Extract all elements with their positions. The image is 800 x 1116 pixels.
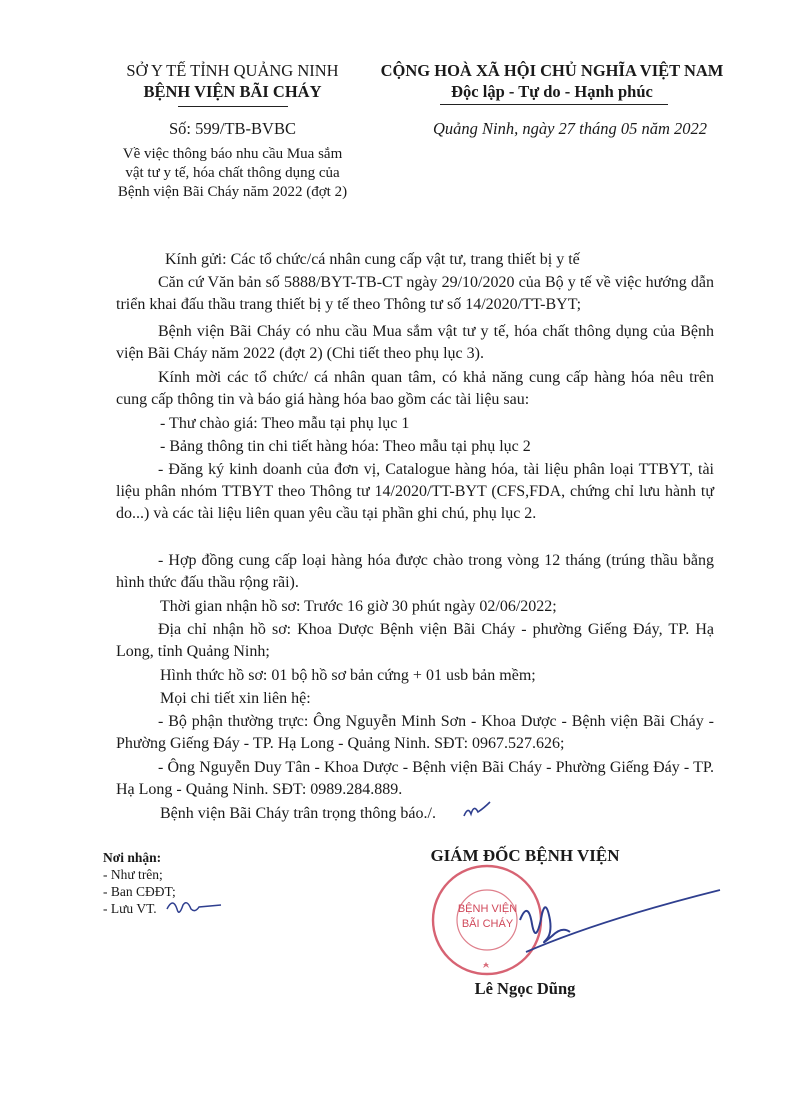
submission-address: Địa chỉ nhận hồ sơ: Khoa Dược Bệnh viện Bãi Cháy - phường Giếng Đáy, TP. Hạ Long, tỉnh Quảng Ninh; bbox=[116, 621, 714, 660]
hospital-name: BỆNH VIỆN BÃI CHÁY bbox=[143, 82, 322, 101]
subject-line: Về việc thông báo nhu cầu Mua sắm bbox=[122, 146, 343, 162]
header-left-rule bbox=[178, 106, 288, 107]
signer-name: Lê Ngọc Dũng bbox=[474, 979, 576, 998]
contact-2: - Ông Nguyễn Duy Tân - Khoa Dược - Bệnh viện Bãi Cháy - Phường Giếng Đáy - TP. Hạ Long - Quảng Ninh. SĐT: 0989.284.889. bbox=[116, 759, 714, 798]
document-subject bbox=[95, 145, 370, 202]
document-item-4: - Hợp đồng cung cấp loại hàng hóa được chào trong vòng 12 tháng (trúng thầu bằng hình thức đấu thầu rộng rãi). bbox=[116, 552, 714, 591]
legal-basis: Căn cứ Văn bản số 5888/BYT-TB-CT ngày 29/10/2020 của Bộ y tế về việc hướng dẫn triển khai đấu thầu trang thiết bị y tế theo Thông tư số 14/2020/TT-BYT; bbox=[116, 274, 714, 313]
contact-intro: Mọi chi tiết xin liên hệ: bbox=[160, 690, 311, 707]
purchase-need: Bệnh viện Bãi Cháy có nhu cầu Mua sắm vật tư y tế, hóa chất thông dụng của Bệnh viện Bãi Cháy năm 2022 (đợt 2) (Chi tiết theo phụ lục 3). bbox=[116, 323, 714, 362]
recipient-item: - Lưu VT. bbox=[103, 901, 157, 916]
national-title: CỘNG HOÀ XÃ HỘI CHỦ NGHĨA VIỆT NAM bbox=[380, 61, 724, 80]
clerk-signature bbox=[165, 895, 225, 923]
national-motto: Độc lập - Tự do - Hạnh phúc bbox=[451, 82, 653, 101]
seal-text-line: BỆNH VIỆN bbox=[457, 903, 518, 915]
closing-line: Bệnh viện Bãi Cháy trân trọng thông báo./. bbox=[160, 805, 436, 822]
contact-1: - Bộ phận thường trực: Ông Nguyễn Minh Sơn - Khoa Dược - Bệnh viện Bãi Cháy - Phường Giếng Đáy - TP. Hạ Long - Quảng Ninh. SĐT: 0967.527.626; bbox=[116, 713, 714, 752]
director-signature bbox=[480, 880, 730, 980]
seal-text-line: BÃI CHÁY bbox=[461, 918, 514, 930]
subject-line: vật tư y tế, hóa chất thông dụng của bbox=[125, 165, 340, 181]
signature-title: GIÁM ĐỐC BỆNH VIỆN bbox=[430, 846, 620, 865]
invitation: Kính mời các tổ chức/ cá nhân quan tâm, có khả năng cung cấp hàng hóa nêu trên cung cấp thông tin và báo giá hàng hóa bao gồm các tài liệu sau: bbox=[116, 369, 714, 408]
subject-line: Bệnh viện Bãi Cháy năm 2022 (đợt 2) bbox=[117, 184, 348, 200]
greeting: Kính gửi: Các tổ chức/cá nhân cung cấp vật tư, trang thiết bị y tế bbox=[165, 251, 580, 268]
submission-deadline: Thời gian nhận hồ sơ: Trước 16 giờ 30 phút ngày 02/06/2022; bbox=[160, 598, 557, 615]
recipient-item: - Như trên; bbox=[103, 867, 163, 882]
ministry-name: SỞ Y TẾ TỈNH QUẢNG NINH bbox=[126, 61, 339, 80]
initial-tick bbox=[462, 800, 492, 824]
submission-format: Hình thức hồ sơ: 01 bộ hồ sơ bản cứng + 01 usb bản mềm; bbox=[160, 667, 536, 684]
place-date: Quảng Ninh, ngày 27 tháng 05 năm 2022 bbox=[432, 119, 708, 138]
document-number: Số: 599/TB-BVBC bbox=[169, 119, 296, 138]
document-item-3: - Đăng ký kinh doanh của đơn vị, Catalogue hàng hóa, tài liệu phân loại TTBYT, tài liệu phân nhóm TTBYT theo Thông tư 14/2020/TT-BYT (CFS,FDA, chứng chỉ lưu hành tự do...) và các tài liệu liên quan yêu cầu tại phần ghi chú, phụ lục 2. bbox=[116, 461, 714, 522]
header-right-rule bbox=[440, 104, 668, 105]
recipients-title: Nơi nhận: bbox=[103, 850, 162, 865]
recipient-item: - Ban CĐĐT; bbox=[103, 884, 176, 899]
document-item-1: - Thư chào giá: Theo mẫu tại phụ lục 1 bbox=[160, 415, 410, 432]
document-item-2: - Bảng thông tin chi tiết hàng hóa: Theo mẫu tại phụ lục 2 bbox=[160, 438, 531, 455]
